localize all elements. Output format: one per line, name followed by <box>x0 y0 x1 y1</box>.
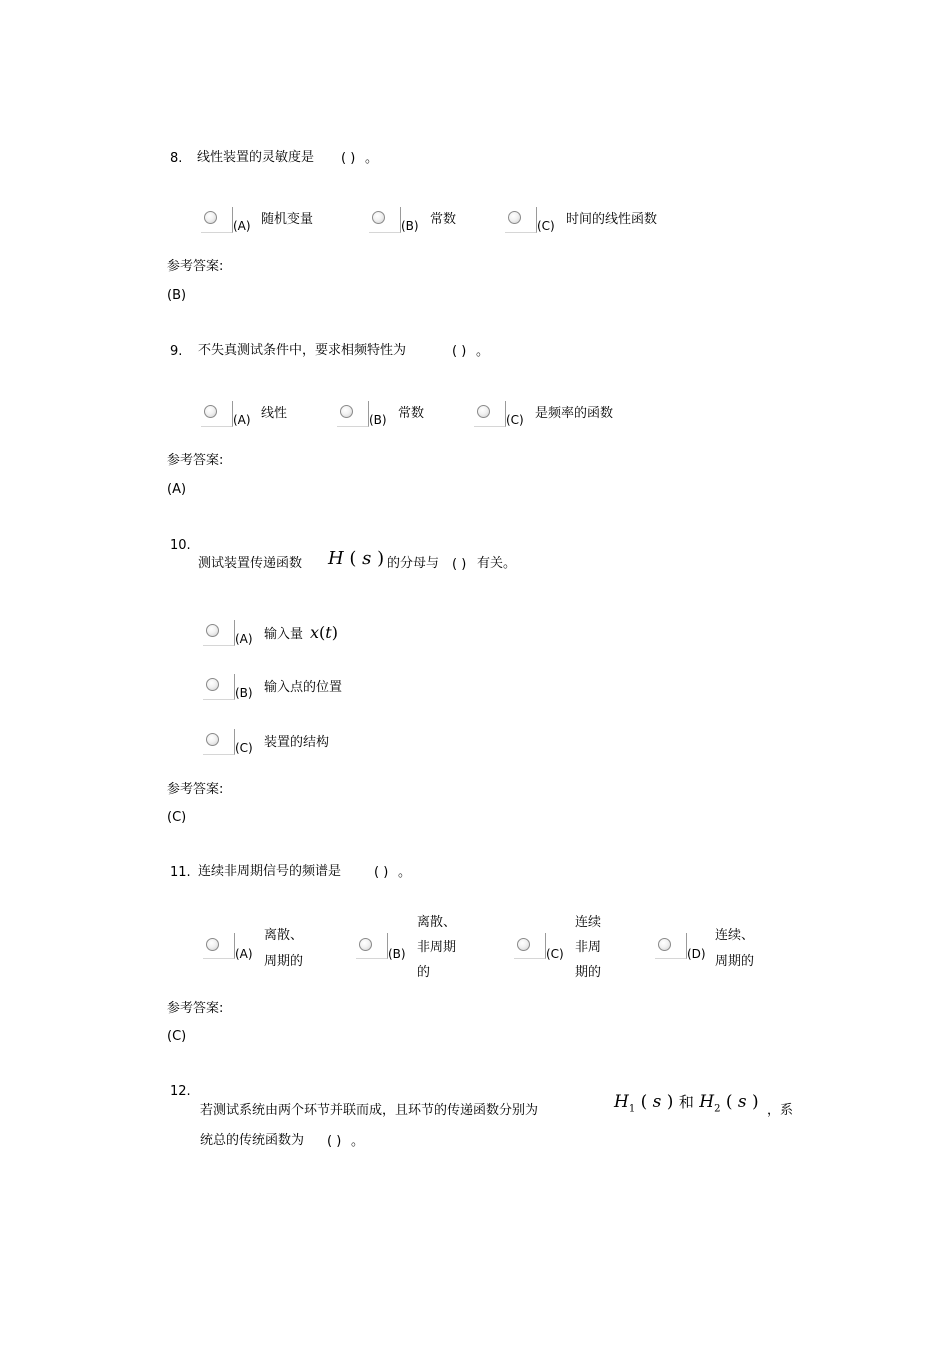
option-letter: (B) <box>235 686 253 700</box>
math-input-xt: x(t) <box>310 623 338 642</box>
radio-button[interactable] <box>658 938 671 951</box>
option-letter: (A) <box>233 219 251 233</box>
option-letter: (B) <box>401 219 419 233</box>
question-number: 12. <box>170 1084 191 1099</box>
answer-value: (A) <box>167 482 187 497</box>
radio-button[interactable] <box>477 405 490 418</box>
option-letter: (A) <box>233 413 251 427</box>
question-number: 8. <box>170 151 183 166</box>
option-text-line: 连续、 <box>715 928 755 943</box>
answer-label: 参考答案: <box>167 782 224 797</box>
radio-button[interactable] <box>508 211 521 224</box>
question-end: 有关。 <box>477 556 517 571</box>
question-number: 10. <box>170 538 191 553</box>
answer-value: (B) <box>167 288 187 303</box>
option-text: 线性 <box>261 406 288 421</box>
question-number: 11. <box>170 865 191 880</box>
option-text-line: 周期的 <box>264 954 304 969</box>
question-stem-before: 测试装置传递函数 <box>198 556 303 571</box>
question-number: 9. <box>170 344 183 359</box>
option-letter: (C) <box>546 947 564 961</box>
option-text: 输入点的位置 <box>264 680 343 695</box>
math-h1-and-h2: $H_1$ ( s ) 和 $H_2$ ( s ) <box>614 1092 759 1115</box>
question-stem: 线性装置的灵敏度是 <box>197 150 315 165</box>
question-blank: ( ) <box>341 151 356 166</box>
question-end: 。 <box>351 1134 365 1149</box>
question-stem-line2: 统总的传统函数为 <box>200 1133 305 1148</box>
question-blank: ( ) <box>327 1134 342 1149</box>
question-stem-after: 的分母与 <box>387 556 440 571</box>
answer-label: 参考答案: <box>167 1001 224 1016</box>
radio-button[interactable] <box>372 211 385 224</box>
answer-value: (C) <box>167 1029 187 1044</box>
question-end: 。 <box>365 151 379 166</box>
option-text-line: 周期的 <box>715 954 755 969</box>
question-end: 。 <box>398 865 412 880</box>
option-text-line: 非周 <box>575 940 602 955</box>
option-text: 装置的结构 <box>264 735 330 750</box>
radio-button[interactable] <box>340 405 353 418</box>
radio-button[interactable] <box>517 938 530 951</box>
question-stem-tail: ，系 <box>767 1103 794 1118</box>
option-letter: (B) <box>388 947 406 961</box>
option-text-line: 离散、 <box>417 915 457 930</box>
option-letter: (C) <box>235 741 253 755</box>
option-letter: (A) <box>235 632 253 646</box>
radio-button[interactable] <box>204 405 217 418</box>
option-text: 随机变量 <box>261 212 314 227</box>
option-letter: (B) <box>369 413 387 427</box>
option-letter: (C) <box>506 413 524 427</box>
option-letter: (A) <box>235 947 253 961</box>
question-blank: ( ) <box>452 344 467 359</box>
radio-button[interactable] <box>206 733 219 746</box>
question-blank: ( ) <box>374 865 389 880</box>
radio-button[interactable] <box>359 938 372 951</box>
answer-value: (C) <box>167 810 187 825</box>
option-text: 常数 <box>430 212 457 227</box>
option-text: 常数 <box>398 406 425 421</box>
option-text: 时间的线性函数 <box>566 212 658 227</box>
option-text: 输入量 <box>264 627 304 642</box>
option-text: 是频率的函数 <box>535 406 614 421</box>
question-stem-line1: 若测试系统由两个环节并联而成，且环节的传递函数分别为 <box>200 1103 539 1118</box>
option-text-line: 期的 <box>575 965 602 980</box>
radio-button[interactable] <box>206 938 219 951</box>
option-text-line: 离散、 <box>264 928 304 943</box>
option-text-line: 连续 <box>575 915 602 930</box>
option-text-line: 的 <box>417 965 431 980</box>
answer-label: 参考答案: <box>167 453 224 468</box>
option-letter: (C) <box>537 219 555 233</box>
math-transfer-function: H ( s ) <box>328 548 385 569</box>
question-end: 。 <box>476 344 490 359</box>
question-stem: 连续非周期信号的频谱是 <box>198 864 342 879</box>
option-letter: (D) <box>687 947 706 961</box>
question-stem: 不失真测试条件中，要求相频特性为 <box>198 343 407 358</box>
radio-button[interactable] <box>206 678 219 691</box>
radio-button[interactable] <box>206 624 219 637</box>
radio-button[interactable] <box>204 211 217 224</box>
option-text-line: 非周期 <box>417 940 457 955</box>
answer-label: 参考答案: <box>167 259 224 274</box>
question-blank: ( ) <box>452 557 467 572</box>
